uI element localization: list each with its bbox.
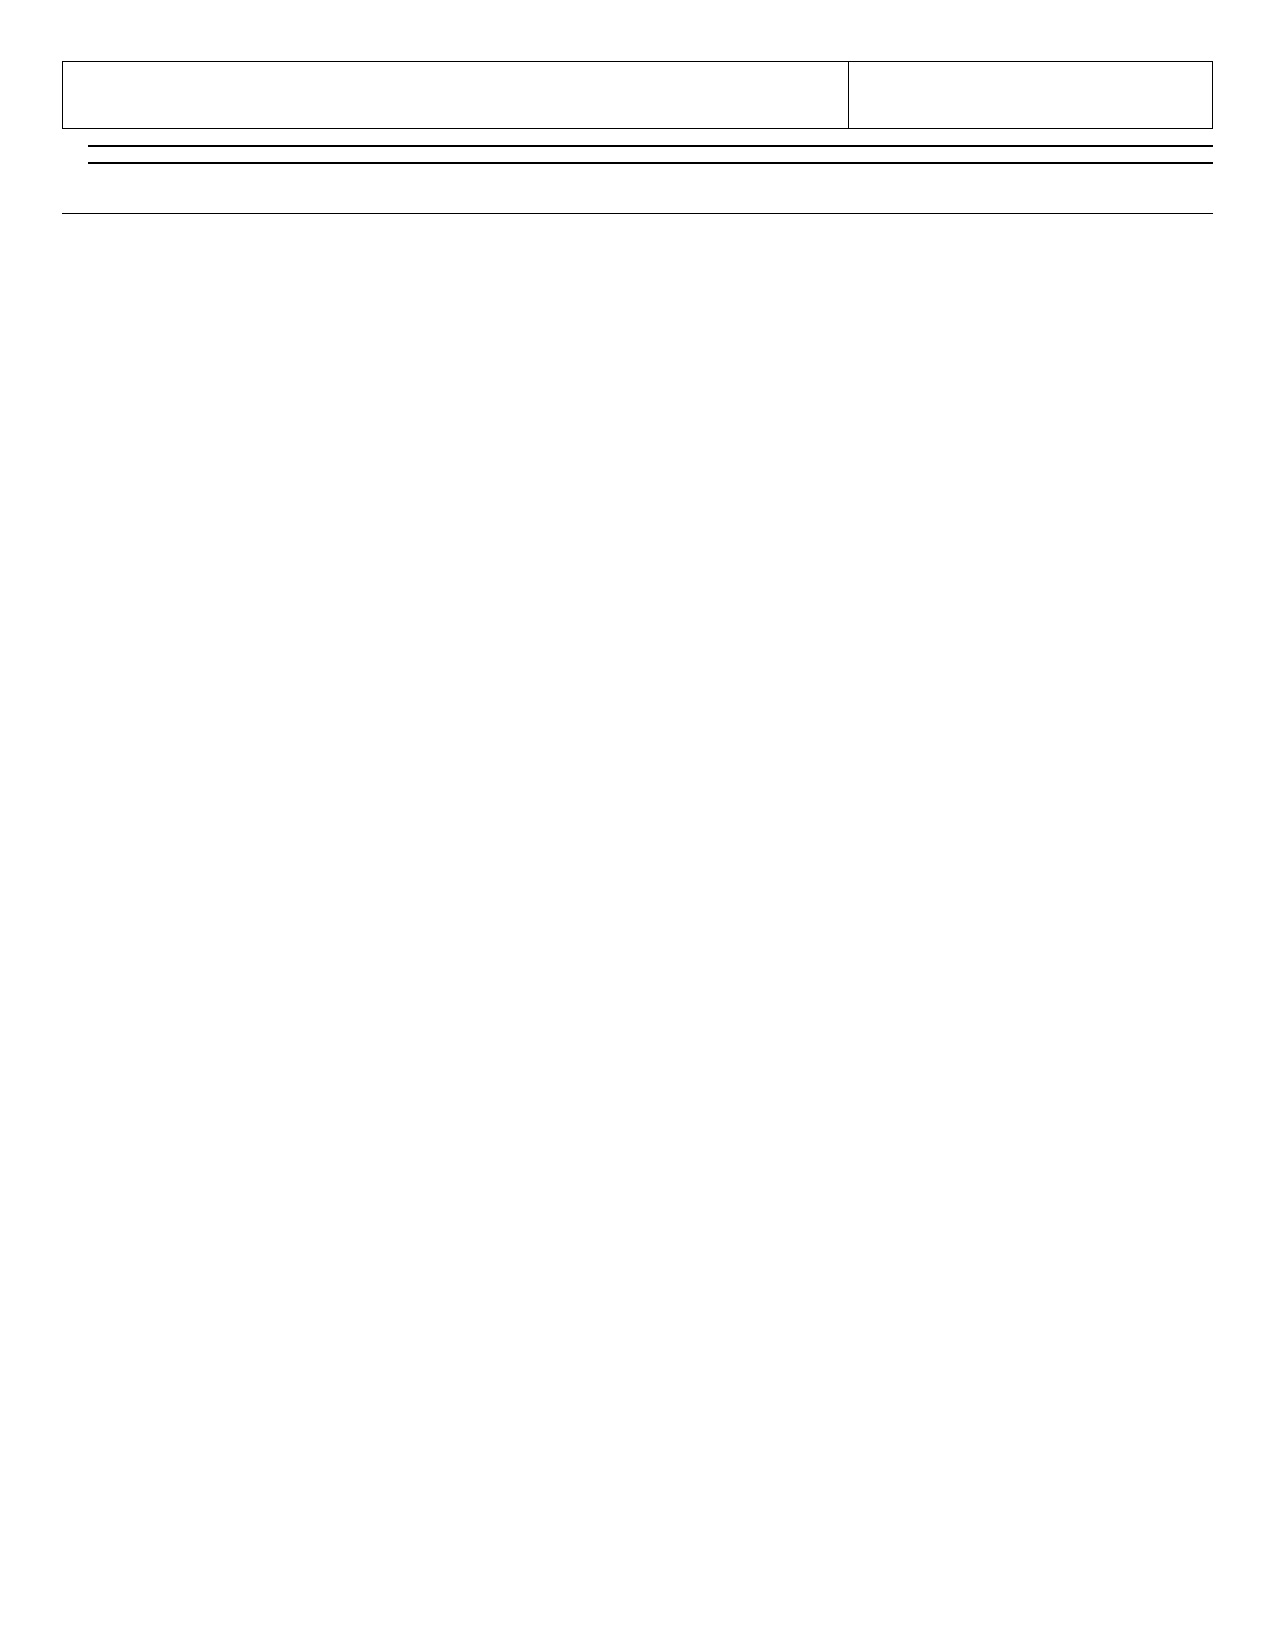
section-5 bbox=[62, 162, 1213, 168]
item-6 bbox=[62, 177, 1213, 199]
minor-name-cell bbox=[63, 62, 848, 128]
footer bbox=[62, 214, 1213, 218]
section-4 bbox=[62, 145, 1213, 151]
section-4-number bbox=[62, 145, 88, 151]
section-5-box bbox=[88, 162, 1213, 164]
case-number-cell bbox=[848, 62, 1212, 128]
item-6-number bbox=[62, 177, 88, 199]
section-4-box bbox=[88, 145, 1213, 147]
form-page bbox=[0, 0, 1275, 218]
section-5-number bbox=[62, 162, 88, 168]
header-box bbox=[62, 61, 1213, 129]
